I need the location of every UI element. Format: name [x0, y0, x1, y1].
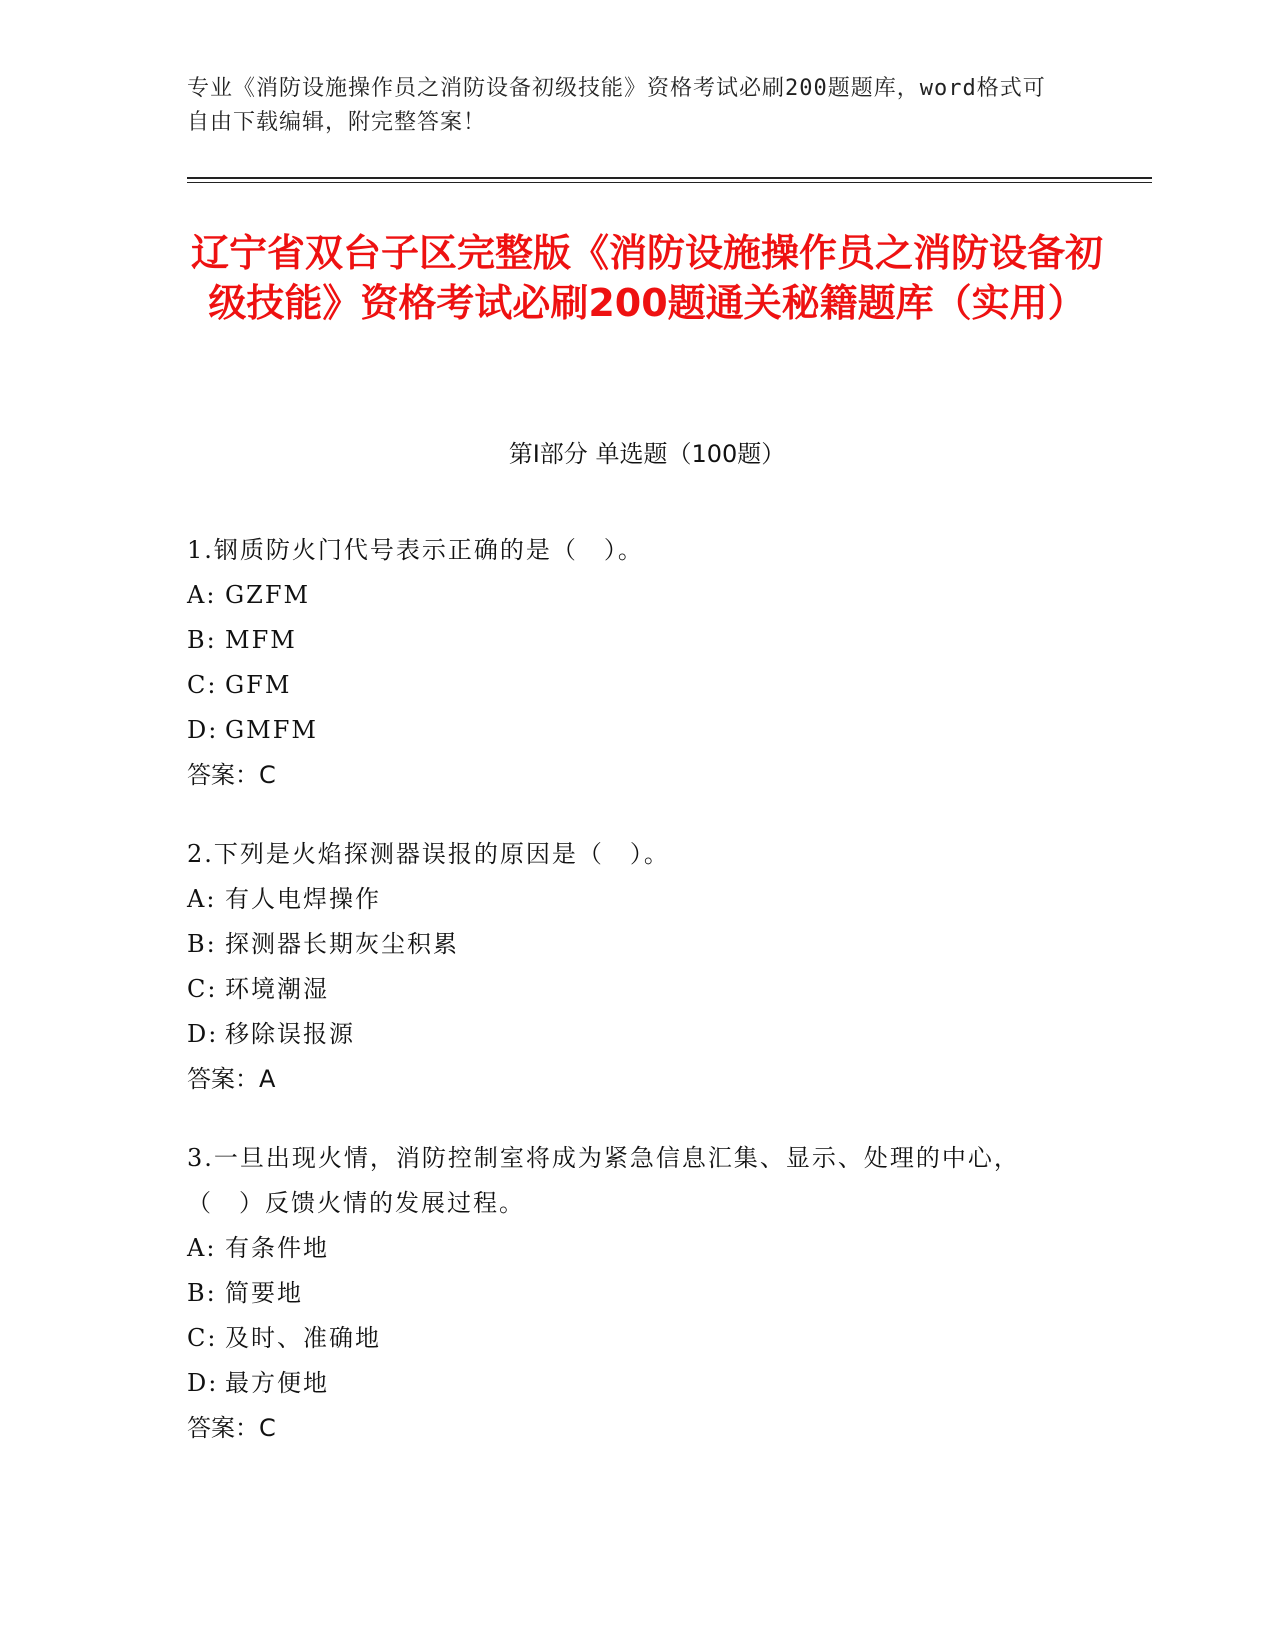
option-text: GFM: [225, 671, 292, 699]
header-divider-thin: [187, 182, 1152, 183]
option-b: [187, 1271, 1067, 1316]
option-letter: C:: [187, 975, 218, 1003]
question-stem: 1.钢质防火门代号表示正确的是（ ）。: [187, 536, 644, 564]
option-text: 简要地: [225, 1279, 303, 1307]
question-3: [187, 1136, 1067, 1451]
answer: 答案：C: [187, 761, 276, 789]
question-1: [187, 528, 1067, 798]
option-letter: A:: [187, 1234, 217, 1262]
option-letter: D:: [187, 1020, 219, 1048]
option-d: [187, 1012, 1067, 1057]
option-text: 环境潮湿: [225, 975, 329, 1003]
option-text: 有条件地: [225, 1234, 329, 1262]
option-text: 探测器长期灰尘积累: [225, 930, 459, 958]
option-text: MFM: [225, 626, 297, 654]
option-letter: B:: [187, 626, 217, 654]
option-c: [187, 967, 1067, 1012]
option-c: [187, 1316, 1067, 1361]
header-divider: [187, 177, 1152, 179]
option-a: [187, 1226, 1067, 1271]
option-text: 有人电焊操作: [225, 885, 381, 913]
option-text: 及时、准确地: [225, 1324, 381, 1352]
question-list: [187, 528, 1067, 1485]
option-d: [187, 1361, 1067, 1406]
option-d: [187, 708, 1067, 753]
option-b: [187, 618, 1067, 663]
option-letter: B:: [187, 1279, 217, 1307]
option-text: 最方便地: [225, 1369, 329, 1397]
answer: 答案：C: [187, 1414, 276, 1442]
option-c: [187, 663, 1067, 708]
option-a: [187, 877, 1067, 922]
answer: 答案：A: [187, 1065, 276, 1093]
option-letter: D:: [187, 1369, 219, 1397]
option-a: [187, 573, 1067, 618]
question-stem: 2.下列是火焰探测器误报的原因是（ ）。: [187, 840, 670, 868]
option-text: GZFM: [225, 581, 311, 609]
question-2: [187, 832, 1067, 1102]
option-letter: B:: [187, 930, 217, 958]
option-letter: A:: [187, 581, 217, 609]
question-stem: 3.一旦出现火情，消防控制室将成为紧急信息汇集、显示、处理的中心，（ ）反馈火情的发展过程。: [187, 1144, 1020, 1217]
section-title: 第Ⅰ部分 单选题（100题）: [508, 440, 786, 468]
option-b: [187, 922, 1067, 967]
option-text: 移除误报源: [225, 1020, 355, 1048]
option-letter: A:: [187, 885, 217, 913]
option-letter: C:: [187, 671, 218, 699]
option-text: GMFM: [225, 716, 318, 744]
option-letter: C:: [187, 1324, 218, 1352]
header-note: 专业《消防设施操作员之消防设备初级技能》资格考试必刷200题题库，word格式可自由下载编辑，附完整答案！: [187, 76, 1046, 135]
option-letter: D:: [187, 716, 219, 744]
document-title: 辽宁省双台子区完整版《消防设施操作员之消防设备初级技能》资格考试必刷200题通关秘籍题库（实用）: [190, 231, 1103, 325]
